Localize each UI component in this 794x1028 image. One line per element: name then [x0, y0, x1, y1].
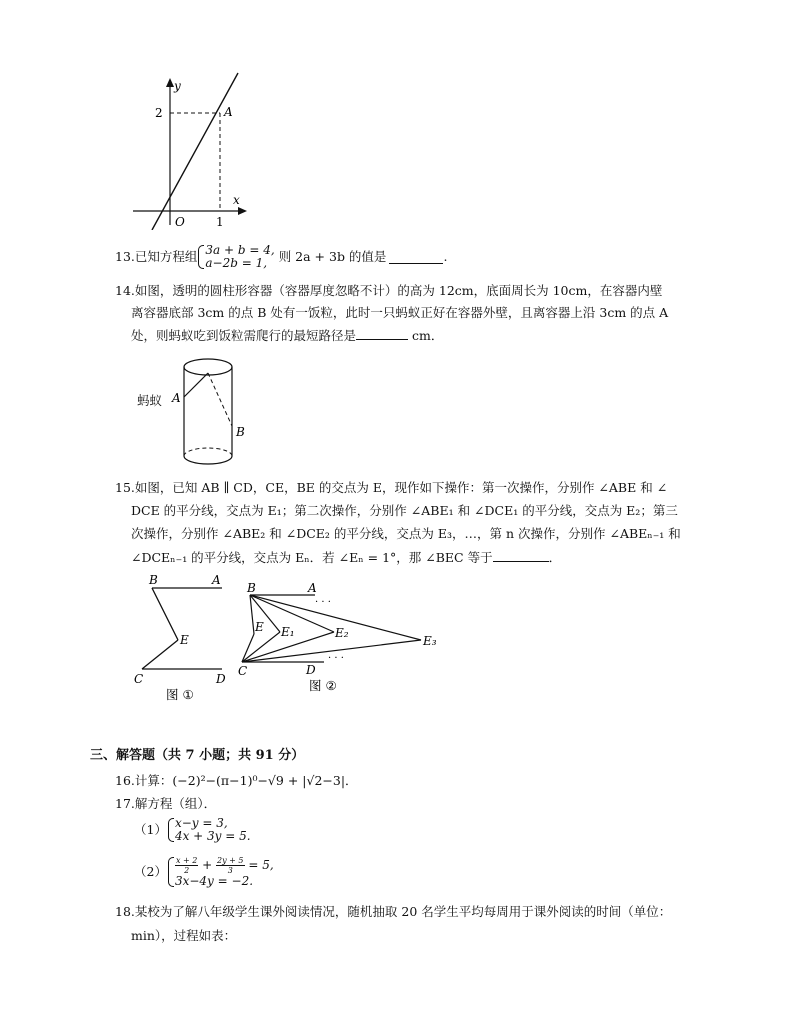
figure-1-caption: 图 ① [166, 687, 194, 702]
equation-2: 4x + 3y = 5. [174, 829, 251, 843]
label-e2: E₂ [335, 626, 349, 640]
label-d: D [306, 663, 316, 677]
point-a-label: A [172, 391, 181, 405]
equation-1-rhs: = 5, [244, 858, 274, 872]
y-axis-arrow [166, 78, 174, 87]
question-15-line-2: DCE 的平分线，交点为 E₁；第二次操作，分别作 ∠ABE₁ 和 ∠DCE₁ 的平分线，交点为 E₂；第三 [131, 503, 678, 518]
question-14-line-1 [115, 283, 662, 299]
question-13-lead: 已知方程组 [134, 249, 198, 264]
question-17-part-2 [134, 856, 274, 888]
equation-system [167, 817, 251, 843]
figure-2 [233, 575, 448, 700]
question-15-text-1: 如图，已知 AB ∥ CD，CE，BE 的交点为 E，现作如下操作：第一次操作，分别作 ∠ABE 和 ∠ [134, 480, 668, 495]
equation-system [197, 244, 274, 270]
fraction-2 [216, 856, 245, 875]
section-3-title: 三、解答题（共 7 小题；共 91 分） [90, 748, 305, 763]
fraction-2-denominator: 3 [227, 866, 233, 875]
part-1-label: （1） [134, 822, 167, 837]
question-13 [115, 244, 447, 270]
coordinate-graph-figure [125, 70, 255, 230]
label-e: E [255, 620, 264, 634]
fraction-1-denominator: 2 [184, 866, 190, 875]
path-solid [184, 373, 208, 397]
question-15-line-4 [131, 549, 561, 566]
question-15-number: 15. [115, 480, 135, 495]
question-17-part-1 [134, 817, 251, 843]
label-c: C [134, 672, 144, 686]
question-14-text-3a: 处，则蚂蚁吃到饭粒需爬行的最短路径是 [131, 328, 357, 343]
equation-1 [175, 856, 274, 875]
question-14-text-3b: cm． [408, 328, 444, 343]
answer-blank[interactable] [493, 549, 549, 562]
question-15-text-4a: ∠DCEₙ₋₁ 的平分线，交点为 Eₙ．若 ∠Eₙ = 1°，那 ∠BEC 等于 [131, 550, 493, 565]
question-17-number: 17. [115, 796, 135, 811]
label-a: A [212, 573, 221, 587]
segment-be [250, 595, 254, 634]
question-13-ask: 则 2a + 3b 的值是 [278, 249, 387, 264]
equation-1: x−y = 3, [174, 816, 228, 830]
label-b: B [247, 581, 256, 595]
segment-be [152, 588, 178, 640]
cylinder-top [184, 359, 232, 375]
label-e1: E₁ [281, 625, 295, 639]
label-b: B [149, 573, 158, 587]
figure-1 [130, 570, 240, 705]
cylinder-bottom-back [184, 448, 232, 456]
dots-top: · · · [315, 597, 331, 608]
equation-2: a−2b = 1, [205, 256, 268, 270]
label-e: E [180, 633, 189, 647]
question-13-end: . [443, 249, 448, 264]
fraction-2-numerator: 2y + 5 [217, 856, 244, 865]
origin-label: O [175, 215, 185, 229]
question-18-line-2: min），过程如表： [131, 928, 237, 943]
x-tick-label: 1 [216, 215, 224, 229]
x-axis-label: x [233, 193, 240, 207]
y-tick-label: 2 [155, 106, 163, 120]
question-13-number: 13. [115, 249, 135, 264]
fraction-1 [175, 856, 198, 875]
equation-system [167, 856, 274, 888]
dots-bottom: · · · [328, 653, 344, 664]
fraction-1-numerator: x + 2 [175, 856, 198, 865]
question-15-line-3: 次操作，分别作 ∠ABE₂ 和 ∠DCE₂ 的平分线，交点为 E₃，…，第 n 次操作，分别作 ∠ABEₙ₋₁ 和 [131, 526, 681, 541]
question-18-line-1 [115, 904, 671, 920]
point-b-label: B [236, 425, 245, 439]
question-18-number: 18. [115, 904, 135, 919]
question-14-line-2: 离容器底部 3cm 的点 B 处有一饭粒，此时一只蚂蚁正好在容器外壁，且离容器上沿 3cm 的点 A [131, 305, 669, 320]
label-d: D [216, 672, 226, 686]
question-15-text-4b: ． [548, 550, 562, 565]
path-dashed [208, 373, 232, 426]
y-axis-label: y [174, 79, 181, 93]
question-17-text: 解方程（组）． [134, 796, 217, 811]
question-15-line-1 [115, 480, 667, 496]
label-a: A [308, 581, 317, 595]
plus-sign: + [198, 858, 217, 872]
label-c: C [238, 664, 248, 678]
label-e3: E₃ [423, 634, 437, 648]
question-16-text: 计算：(−2)²−(π−1)⁰−√9 + |√2−3|． [134, 773, 358, 788]
question-14-line-3 [131, 327, 443, 344]
question-17 [115, 796, 216, 812]
ant-label: 蚂蚁 [137, 393, 163, 408]
figure-2-caption: 图 ② [309, 678, 337, 693]
answer-blank[interactable] [389, 251, 443, 264]
segment-ec [142, 640, 178, 669]
equation-1: 3a + b = 4, [205, 243, 275, 257]
question-14-number: 14. [115, 283, 135, 298]
cylinder-bottom-front [184, 456, 232, 464]
question-18-text-1: 某校为了解八年级学生课外阅读情况，随机抽取 20 名学生平均每周用于课外阅读的时间（单位： [134, 904, 672, 919]
question-14-text-1: 如图，透明的圆柱形容器（容器厚度忽略不计）的高为 12cm，底面周长为 10cm，在容器内壁 [134, 283, 663, 298]
point-a-label: A [224, 105, 233, 119]
graph-line [152, 73, 238, 230]
x-axis-arrow [238, 207, 247, 215]
question-16 [115, 773, 358, 789]
cylinder-figure [168, 352, 248, 472]
equation-2: 3x−4y = −2. [174, 874, 254, 888]
answer-blank[interactable] [356, 327, 408, 340]
part-2-label: （2） [134, 864, 167, 879]
question-16-number: 16. [115, 773, 135, 788]
